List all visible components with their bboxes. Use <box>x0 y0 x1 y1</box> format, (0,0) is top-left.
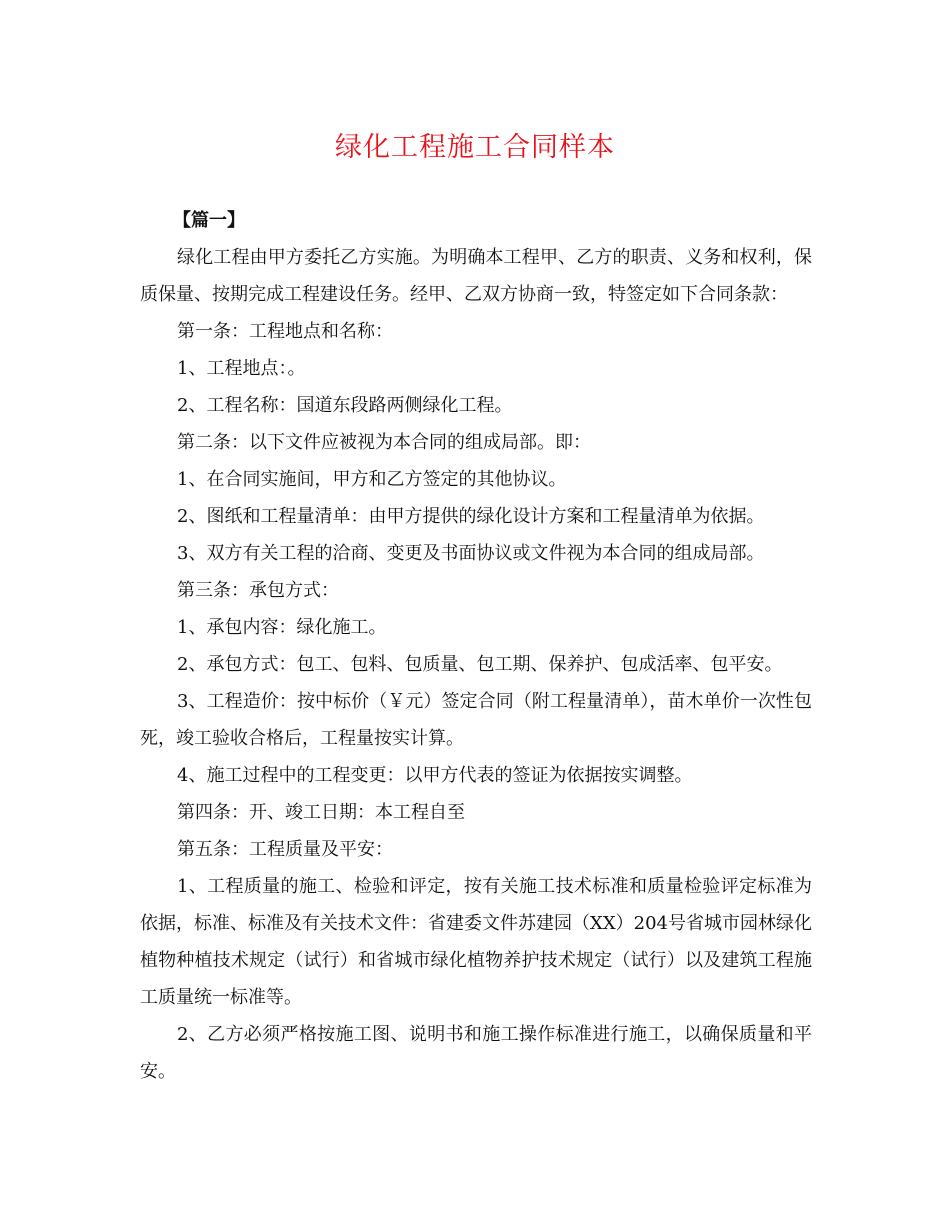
article-4-heading: 第四条：开、竣工日期：本工程自至 <box>177 802 465 823</box>
paragraph-intro: 绿化工程由甲方委托乙方实施。为明确本工程甲、乙方的职责、义务和权利，保质保量、按期完成工程建设任务。经甲、乙双方协商一致，特签定如下合同条款： <box>140 247 812 305</box>
article-5-item-2: 2、乙方必须严格按施工图、说明书和施工操作标准进行施工，以确保质量和平安。 <box>140 1024 812 1082</box>
article-2-item-3: 3、双方有关工程的洽商、变更及书面协议或文件视为本合同的组成局部。 <box>177 543 765 564</box>
article-2-item-2: 2、图纸和工程量清单：由甲方提供的绿化设计方案和工程量清单为依据。 <box>177 506 765 527</box>
article-3-heading: 第三条：承包方式： <box>177 580 339 601</box>
article-3-item-4: 4、施工过程中的工程变更：以甲方代表的签证为依据按实调整。 <box>177 765 693 786</box>
section-marker: 【篇一】 <box>173 210 245 231</box>
article-1-item-2: 2、工程名称：国道东段路两侧绿化工程。 <box>177 395 513 416</box>
article-3-item-3: 3、工程造价：按中标价（￥元）签定合同（附工程量清单），苗木单价一次性包死，竣工验收合格后，工程量按实计算。 <box>140 691 812 749</box>
article-5-heading: 第五条：工程质量及平安： <box>177 839 393 860</box>
article-5-item-1: 1、工程质量的施工、检验和评定，按有关施工技术标准和质量检验评定标准为依据，标准、标准及有关技术文件：省建委文件苏建园（XX）204号省城市园林绿化植物种植技术规定（试行）和省城市绿化植物养护技术规定（试行）以及建筑工程施工质量统一标准等。 <box>140 876 812 1008</box>
article-2-item-1: 1、在合同实施间，甲方和乙方签定的其他协议。 <box>177 469 567 490</box>
article-2-heading: 第二条：以下文件应被视为本合同的组成局部。即： <box>177 432 591 453</box>
document-title: 绿化工程施工合同样本 <box>335 132 615 163</box>
document-body <box>140 202 812 1090</box>
article-3-item-2: 2、承包方式：包工、包料、包质量、包工期、保养护、包成活率、包平安。 <box>177 654 783 675</box>
article-1-heading: 第一条：工程地点和名称： <box>177 321 393 342</box>
article-1-item-1: 1、工程地点：。 <box>177 358 306 379</box>
article-3-item-1: 1、承包内容：绿化施工。 <box>177 617 387 638</box>
